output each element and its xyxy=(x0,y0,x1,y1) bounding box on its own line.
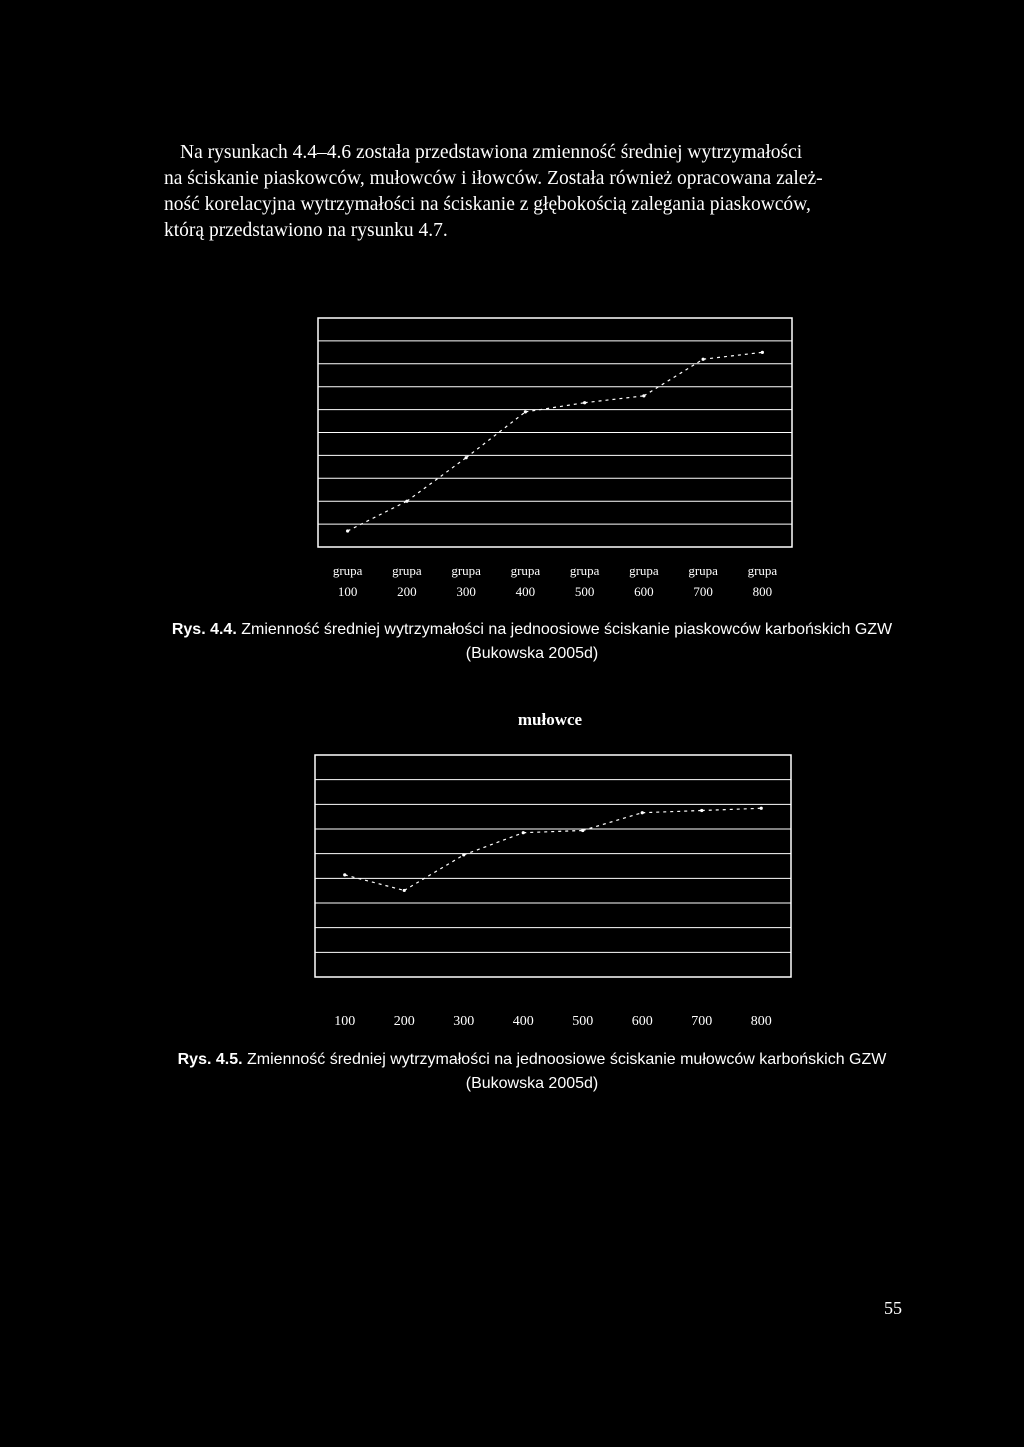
intro-line: ność korelacyjna wytrzymałości na ściskanie z głębokością zalegania piaskowców, xyxy=(164,194,811,215)
data-point xyxy=(524,410,527,413)
intro-line: Na rysunkach 4.4–4.6 została przedstawiona zmienność średniej wytrzymałości xyxy=(180,142,803,163)
x-tick-label: grupa xyxy=(392,563,422,578)
x-tick-label: grupa xyxy=(510,563,541,578)
x-tick-label: 600 xyxy=(634,584,654,599)
series-segment xyxy=(466,412,525,458)
data-point xyxy=(641,811,644,814)
series-segment xyxy=(642,811,702,813)
data-point xyxy=(346,529,349,532)
caption-source: (Bukowska 2005d) xyxy=(465,645,599,662)
series-segment xyxy=(644,359,703,396)
data-point xyxy=(700,809,703,812)
data-point xyxy=(583,401,586,404)
series-segment xyxy=(703,352,762,359)
x-tick-label: grupa xyxy=(688,563,718,578)
x-tick-label: grupa xyxy=(747,563,778,578)
x-tick-label: 400 xyxy=(515,584,536,599)
caption-text: Zmienność średniej wytrzymałości na jednoosiowe ściskanie piaskowców karbońskich GZW xyxy=(241,621,893,638)
data-point xyxy=(702,358,705,361)
x-tick-label: 100 xyxy=(337,584,358,599)
x-tick-label: grupa xyxy=(451,563,481,578)
x-tick-label: 800 xyxy=(752,584,773,599)
caption-label: Rys. 4.4. xyxy=(171,621,237,638)
data-point xyxy=(403,889,406,892)
data-point xyxy=(642,394,645,397)
series-segment xyxy=(523,830,583,832)
caption-text: Zmienność średniej wytrzymałości na jednoosiowe ściskanie mułowców karbońskich GZW xyxy=(247,1051,887,1068)
plot-frame xyxy=(315,755,791,977)
series-segment xyxy=(404,855,464,891)
x-tick-label: 700 xyxy=(691,1014,713,1029)
x-tick-label: 200 xyxy=(393,1014,415,1029)
series-segment xyxy=(407,458,466,502)
x-tick-label: 200 xyxy=(397,584,417,599)
intro-paragraph xyxy=(164,140,900,244)
x-tick-label: 500 xyxy=(572,1014,594,1029)
series-segment xyxy=(464,833,524,855)
x-tick-label: 400 xyxy=(512,1014,534,1029)
series-segment xyxy=(583,813,643,831)
x-tick-label: 100 xyxy=(334,1014,356,1029)
data-point xyxy=(343,873,346,876)
x-tick-label: 600 xyxy=(631,1014,653,1029)
x-tick-label: grupa xyxy=(629,563,659,578)
data-point xyxy=(581,829,584,832)
chart-mudstone xyxy=(300,745,820,1035)
figure-caption-4-4 xyxy=(120,618,944,666)
data-point xyxy=(462,853,465,856)
x-tick-label: grupa xyxy=(332,563,363,578)
data-point xyxy=(522,831,525,834)
intro-line: na ściskanie piaskowców, mułowców i iłowców. Została również opracowana zależ- xyxy=(164,168,823,189)
data-point xyxy=(405,500,408,503)
intro-line: którą przedstawiono na rysunku 4.7. xyxy=(164,220,448,241)
page-number: 55 xyxy=(884,1298,902,1318)
x-tick-label: grupa xyxy=(569,563,600,578)
x-tick-label: 700 xyxy=(693,584,713,599)
chart-title-mudstone: mułowce xyxy=(517,710,583,729)
x-tick-label: 500 xyxy=(574,584,595,599)
figure-caption-4-5 xyxy=(120,1048,944,1096)
x-tick-label: 800 xyxy=(750,1014,772,1029)
caption-label: Rys. 4.5. xyxy=(177,1051,243,1068)
x-tick-label: 300 xyxy=(456,584,476,599)
series-segment xyxy=(585,396,644,403)
data-point xyxy=(761,351,764,354)
series-segment xyxy=(348,501,407,531)
data-point xyxy=(465,456,468,459)
series-segment xyxy=(525,403,584,412)
chart-sandstone xyxy=(300,310,820,610)
series-segment xyxy=(345,875,405,891)
series-segment xyxy=(702,808,762,810)
data-point xyxy=(760,807,763,810)
caption-source: (Bukowska 2005d) xyxy=(465,1075,599,1092)
x-tick-label: 300 xyxy=(453,1014,475,1029)
